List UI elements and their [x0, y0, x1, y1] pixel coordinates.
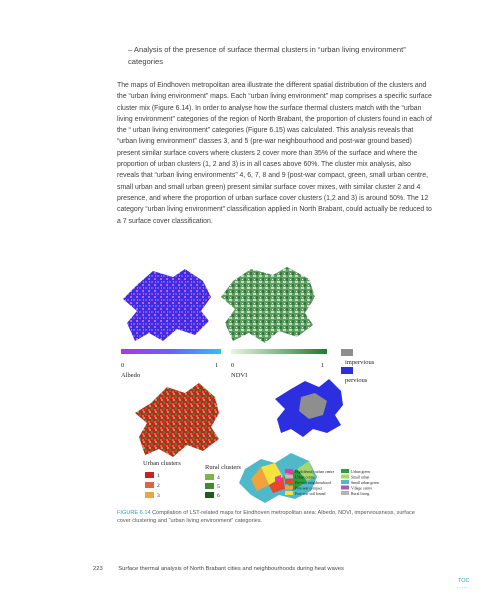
ndvi-max-label: 1: [321, 362, 325, 369]
urban-cluster-1-label: 1: [157, 473, 160, 479]
pervious-label: pervious: [345, 377, 368, 384]
albedo-min-label: 0: [121, 362, 125, 369]
urban-cluster-2-label: 2: [157, 483, 160, 489]
toc-link[interactable]: TOC: [458, 578, 470, 584]
ule-village-centre-swatch: [341, 486, 349, 490]
clusters-map: [135, 383, 219, 457]
ule-village-centre-label: Village centre: [351, 486, 373, 491]
urban-clusters-title: Urban clusters: [143, 460, 181, 467]
ule-small-urban-swatch: [341, 475, 349, 479]
albedo-label: Albedo: [121, 372, 141, 379]
ule-post-war-soil-swatch: [285, 491, 293, 495]
urban-cluster-3-swatch: [145, 492, 154, 498]
ule-small-urban-green-label: Small urban green: [351, 481, 379, 485]
page-number: 223: [93, 566, 103, 572]
rural-cluster-4-label: 4: [217, 475, 220, 481]
ule-small-urban-green-swatch: [341, 480, 349, 484]
ule-pre-war-swatch: [285, 480, 293, 484]
ule-rural-living-swatch: [341, 491, 349, 495]
ndvi-label: NDVI: [231, 372, 248, 379]
figure-maps-svg: [115, 263, 387, 507]
ule-rural-living-label: Rural living: [351, 492, 370, 496]
ule-high-density-label: High density urban centre: [295, 470, 335, 474]
rural-cluster-4-swatch: [205, 474, 214, 480]
rural-cluster-6-swatch: [205, 492, 214, 498]
ule-urban-centre-swatch: [285, 475, 293, 479]
toc-dots-icon: ·····: [457, 585, 468, 591]
albedo-max-label: 1: [215, 362, 219, 369]
rural-cluster-5-label: 5: [217, 484, 220, 490]
urban-cluster-1-swatch: [145, 472, 154, 478]
figure-caption: [117, 509, 417, 525]
figure-caption-label: FIGURE 6.14: [117, 510, 151, 516]
ule-post-war-compact-swatch: [285, 486, 293, 490]
ule-post-war-compact-label: Post-war compact: [295, 486, 323, 491]
rural-clusters-title: Rural clusters: [205, 464, 241, 471]
urban-cluster-2-swatch: [145, 482, 154, 488]
rural-cluster-6-label: 6: [217, 493, 220, 499]
ule-pre-war-label: Pre-war neighbourhood: [295, 481, 331, 485]
urban-cluster-3-label: 3: [157, 493, 160, 499]
page-footer: [93, 566, 344, 572]
ule-urban-centre-label: Urban centre: [295, 475, 315, 480]
running-title: Surface thermal analysis of North Brabant cities and neighbourhoods during heat waves: [118, 566, 344, 572]
ule-urban-green-label: Urban green: [351, 470, 370, 474]
impervious-swatch: [341, 349, 353, 356]
section-heading: – Analysis of the presence of surface thermal clusters in “urban living environment” categories: [128, 45, 406, 66]
ndvi-map: [221, 267, 315, 343]
ule-high-density-swatch: [285, 469, 293, 473]
figure-caption-text: Compilation of LST-related maps for Eindhoven metropolitan area: Albedo, NDVI, imperviousness, surface cover clustering and “urban living environment” categories.: [117, 510, 415, 524]
albedo-map: [123, 269, 211, 341]
ule-small-urban-label: Small urban: [351, 475, 370, 480]
pervious-swatch: [341, 367, 353, 374]
ndvi-colorbar: [231, 349, 327, 354]
body-paragraph: The maps of Eindhoven metropolitan area illustrate the different spatial distribution of the clusters and the “urban living environment” maps. Each “urban living environment” map comprises a specific surface cluster mix (Figure 6.14). In order to analyse how the surface thermal clusters match with the “urban living environment” categories of the region of North Brabant, the proportion of clusters found in each of the “ urban living environment” categories (Figure 6.15) was calculated. This analysis reveals that “urban living environment” classes 3, and 5 (pre-war neighbourhood and post-war ground based) present similar surface covers where clusters 2 cover more than 35% of the surface and where the proportion of urban clusters (1, 2 and 3) is in all cases above 60%. The cluster mix analysis, also reveals that “urban living environments” 4, 6, 7, 8 and 9 (post-war compact, green, small urban centre, small urban and small urban green) present similar surface cover mixes, with similar cluster 2 and 4 presence, and where the proportion of urban surface cover clusters (1,2 and 3) is around 50%. The 12 category “urban living environment” classification applied in North Brabant, could actually be reduced to a 7 surface cover classification.: [117, 82, 432, 225]
ule-post-war-soil-label: Post-war soil bound: [295, 492, 326, 496]
ule-urban-green-swatch: [341, 469, 349, 473]
albedo-colorbar: [121, 349, 221, 354]
ndvi-min-label: 0: [231, 362, 235, 369]
impervious-label: impervious: [345, 359, 375, 366]
rural-cluster-5-swatch: [205, 483, 214, 489]
figure-6-14: [115, 263, 387, 507]
